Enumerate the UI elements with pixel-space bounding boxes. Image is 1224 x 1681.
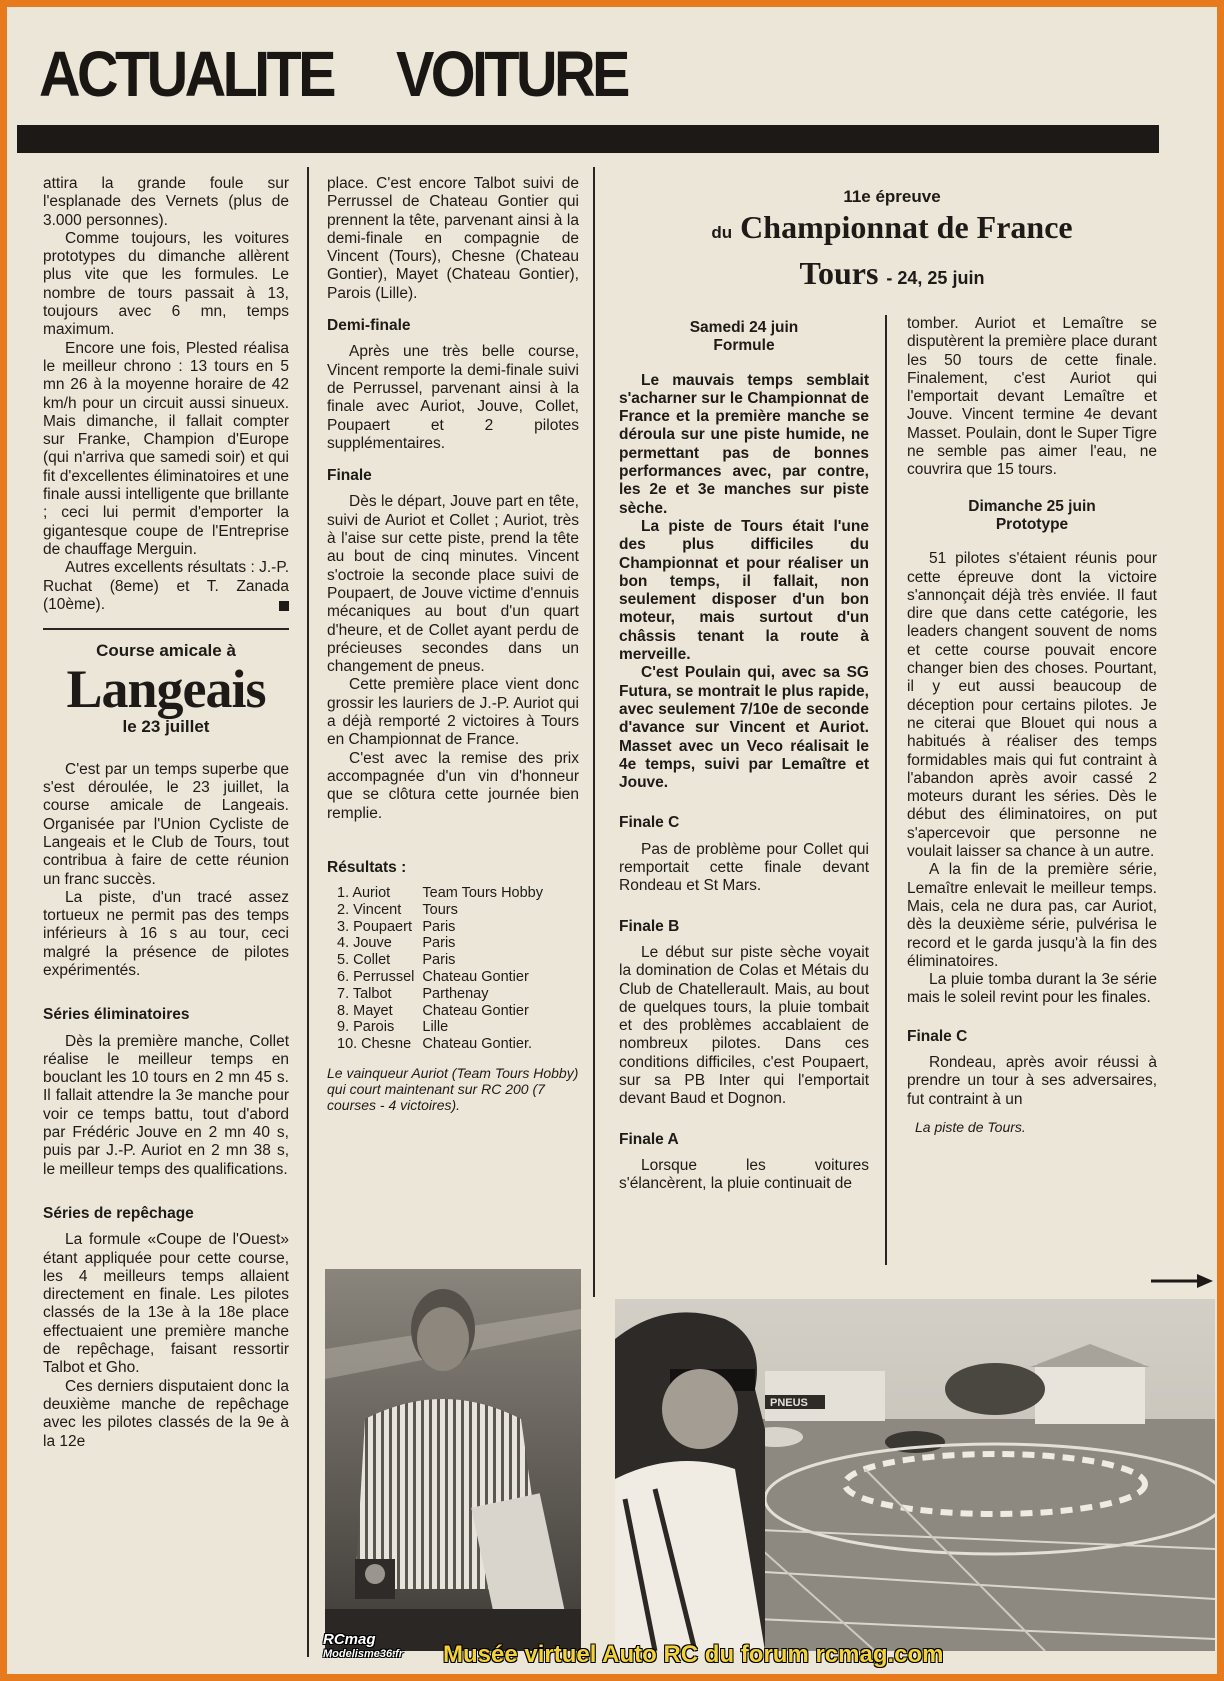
subheading-finale-c: Finale C: [619, 814, 680, 832]
result-club: Paris: [422, 952, 456, 969]
continue-arrow-icon: [1151, 1273, 1213, 1289]
subheading-samedi: Samedi 24 juin: [689, 319, 799, 336]
subheading-repechage: Séries de repêchage: [43, 1204, 194, 1222]
subheading-demi-finale: Demi-finale: [327, 317, 411, 335]
col3-paragraph: La piste de Tours était l'une des plus difficiles du Championnat et pour réaliser un bon temps, il fallait, non seulement disposer d'un bon moteur, mais surtout d'un châssis tenant la route à merveille.: [619, 517, 869, 664]
col3-paragraph: Le mauvais temps semblait s'acharner sur le Championnat de France et la première manche se déroula sur une piste humide, ne permettant pas de bonnes performances avec, par contre, les 2e et 3e manches sur piste sèche.: [619, 371, 869, 517]
result-position: 3. Poupaert: [337, 918, 412, 935]
championship-round: 11e épreuve: [843, 187, 941, 206]
track-photo: [615, 1299, 1215, 1651]
col4-paragraph: tomber. Auriot et Lemaître se disputèrent la première place durant les 50 tours de cette finale. Finalement, c'est Auriot qui l'emportait devant Lemaître et Jouve. Vincent termine 4e devant Masset. Poulain, dont le Super Tigre ne semble pas aimer l'eau, ne couvrira que 15 tours.: [907, 315, 1157, 479]
col1-paragraph: Ces derniers disputaient donc la deuxième manche de repêchage avec les pilotes classés de la 9e à la 12e: [43, 1377, 289, 1450]
col4-paragraph: La pluie tomba durant la 3e série mais le soleil revint pour les finales.: [907, 971, 1157, 1007]
col3-paragraph: Pas de problème pour Collet qui remportait cette finale devant Rondeau et St Mars.: [619, 840, 869, 895]
col4-paragraph: A la fin de la première série, Lemaître enlevait le meilleur temps. Mais, cela ne dura pas, car Auriot, dès la deuxième série, pulvérisa le record et le garda jusqu'à la fin des éliminatoires.: [907, 861, 1157, 970]
result-position: 7. Talbot: [337, 985, 392, 1002]
column-1: [43, 175, 289, 1451]
result-position: 9. Parois: [337, 1019, 395, 1036]
column-2: [327, 175, 579, 1113]
result-position: 8. Mayet: [337, 1002, 393, 1019]
col2-paragraph: Dès le départ, Jouve part en tête, suivi de Auriot et Collet ; Auriot, très à l'aise sur cette piste, prend la tête au bout de cinq minutes. Vincent s'octroie la seconde place suivi de Poupaert, de Jouve victime d'ennuis mécaniques au bout d'un quart d'heure, et de Collet ayant perdu de précieuses secondes dans un changement de pneus.: [327, 493, 579, 676]
langeais-kicker: Course amicale à: [96, 641, 236, 661]
result-position: 2. Vincent: [337, 901, 402, 918]
subheading-results: Résultats :: [327, 858, 407, 876]
header-rule: [17, 125, 1159, 153]
result-club: Chateau Gontier: [422, 1002, 529, 1019]
subheading-prototype: Prototype: [995, 515, 1069, 533]
col2-paragraph: place. C'est encore Talbot suivi de Perrussel de Chateau Gontier qui prennent la tête, parvenant ainsi à la demi-finale en compagnie de Vincent (Tours), Chesne (Chateau Gontier), Mayet (Chateau Gontier), Parois (Lille).: [327, 175, 579, 302]
result-position: 5. Collet: [337, 952, 391, 969]
result-club: Paris: [422, 918, 456, 935]
col4-paragraph: 51 pilotes s'étaient réunis pour cette épreuve dont la victoire s'annonçait déjà très enviée. Il faut dire que dans cette catégorie, les leaders changent souvent de noms et cette course pouvait encore changer bien des choses. Pourtant, il y eut aussi beaucoup de déception pour certains pilotes. Je ne citerai que Blouet qui nous a habitués à réaliser des temps formidables mais qui fut contraint à l'abandon après avoir cassé 2 moteurs durant les séries. Dès le début des éliminatoires, on put s'apercevoir que personne ne voulait laisser sa chance à un autre.: [907, 550, 1157, 861]
championship-title-line: [627, 207, 1157, 253]
logo-line-2: Modelisme36.fr: [323, 1648, 404, 1660]
track-photo-image: [615, 1299, 1215, 1651]
result-club: Chateau Gontier: [422, 969, 529, 986]
result-club: Lille: [422, 1019, 449, 1036]
subheading-series: Séries éliminatoires: [43, 1006, 190, 1024]
winner-photo-image: [325, 1269, 581, 1651]
col1-paragraph: Dès la première manche, Collet réalise le meilleur temps en bouclant les 10 tours en 2 mn 45 s. Il fallait attendre la 3e manche pour voir ce temps battu, tout d'abord par Frédéric Jouve en 2 mn 40 s, puis par J.-P. Auriot en 2 mn 38 s, le meilleur temps des qualifications.: [43, 1032, 289, 1178]
result-position: 10. Chesne: [337, 1036, 412, 1053]
col3-paragraph: Lorsque les voitures s'élancèrent, la pluie continuait de: [619, 1156, 869, 1193]
section-masthead: [39, 37, 690, 111]
col1-paragraph: Encore une fois, Plested réalisa le meilleur chrono : 13 tours en 5 mn 26 à la moyenne horaire de 42 km/h pour un circuit aussi sinueux. Mais dimanche, il fallait compter sur Franke, Champion d'Europe (qui n'arriva que samedi soir) et qui fit d'excellentes éliminatoires et une finale aussi intelligente que brillante ; ceci lui permit d'emporter la gigantesque coupe de l'Entreprise de chauffage Merguin.: [43, 339, 289, 558]
championship-headline: [627, 187, 1157, 298]
magazine-page: [7, 7, 1217, 1674]
col3-paragraph: C'est Poulain qui, avec sa SG Futura, se montrait le plus rapide, avec seulement 7/10e de seconde d'avance sur Vincent et Auriot. Masset avec un Veco réalisait le 4e temps, suivi par Lemaître et Jouve.: [619, 664, 869, 792]
col1-paragraph: La piste, d'un tracé assez tortueux ne permit pas des temps inférieurs à 16 s au tour, ceci malgré la présence de pilotes expérimentés.: [43, 888, 289, 979]
result-club: Team Tours Hobby: [422, 885, 543, 902]
col1-paragraph: [43, 559, 289, 614]
results-row: [337, 986, 551, 1003]
result-position: 4. Jouve: [337, 935, 392, 952]
results-table: [337, 885, 551, 1053]
results-row: [337, 1019, 551, 1036]
championship-title: Championnat de France: [740, 209, 1073, 245]
rcmag-logo: [323, 1632, 403, 1662]
column-divider-3: [885, 315, 887, 1265]
column-4: [907, 315, 1157, 1135]
col1-paragraph: La formule «Coupe de l'Ouest» étant appliquée pour cette course, les 4 meilleurs temps allaient directement en finale. Les pilotes classés de la 13e à la 18e place effectuaient une première manche de repêchage, faisant ressortir Talbot et Gho.: [43, 1231, 289, 1377]
masthead-word-2: VOITURE: [395, 38, 627, 110]
langeais-title: Langeais: [66, 659, 266, 720]
col1-paragraph: C'est par un temps superbe que s'est déroulée, le 23 juillet, la course amicale de Langeais. Organisée par l'Union Cycliste de Langeais et le Club de Tours, tout contribua à faire de cette réunion un franc succès.: [43, 760, 289, 888]
article-separator: [43, 628, 289, 630]
winner-photo: [325, 1269, 581, 1651]
results-row: [337, 1003, 551, 1020]
result-club: Chateau Gontier.: [422, 1036, 533, 1053]
col3-paragraph: Le début sur piste sèche voyait la domination de Colas et Métais du Club de Chatellerault. Mais, au bout de quelques tours, la pluie tombait et des problèmes accablaient de nombreux pilotes. Dans ces conditions difficiles, c'est Poupaert, sur sa PB Inter qui l'emportait devant Baud et Dognon.: [619, 943, 869, 1108]
column-3: [619, 319, 869, 1193]
results-row: [337, 952, 551, 969]
results-row: [337, 1036, 551, 1053]
winner-photo-caption: Le vainqueur Auriot (Team Tours Hobby) qui court maintenant sur RC 200 (7 courses - 4 victoires).: [327, 1065, 579, 1114]
subheading-formule: Formule: [713, 337, 775, 355]
results-row: [337, 885, 551, 902]
col2-paragraph: C'est avec la remise des prix accompagnée d'un vin d'honneur que se clôtura cette journée bien remplie.: [327, 749, 579, 822]
track-photo-caption: La piste de Tours.: [915, 1118, 1026, 1135]
col1-paragraph: Comme toujours, les voitures prototypes du dimanche allèrent plus vite que les formules. Le nombre de tours passait à 13, toujours avec 6 mn, temps maximum.: [43, 229, 289, 339]
column-divider-2: [593, 167, 595, 1297]
subheading-finale-a: Finale A: [619, 1130, 679, 1148]
column-divider-1: [307, 167, 309, 1657]
result-club: Parthenay: [422, 985, 489, 1002]
championship-city-line: [627, 253, 1157, 298]
subheading-finale-c-2: Finale C: [907, 1027, 968, 1045]
end-mark-icon: [279, 601, 289, 611]
results-row: [337, 935, 551, 952]
col2-paragraph: Après une très belle course, Vincent remporte la demi-finale suivi de Perrussel, parvenant ainsi à la finale avec Auriot, Jouve, Collet, Poupaert et 2 pilotes supplémentaires.: [327, 343, 579, 452]
results-row: [337, 919, 551, 936]
championship-du: du: [711, 223, 733, 242]
results-row: [337, 902, 551, 919]
championship-date: - 24, 25 juin: [886, 268, 985, 288]
col1-paragraph: attira la grande foule sur l'esplanade des Vernets (plus de 3.000 personnes).: [43, 175, 289, 229]
championship-city: Tours: [799, 255, 879, 291]
result-position: 6. Perrussel: [337, 969, 415, 986]
results-row: [337, 969, 551, 986]
subheading-dimanche: Dimanche 25 juin: [968, 497, 1096, 515]
result-club: Paris: [422, 935, 456, 952]
subheading-finale-b: Finale B: [619, 917, 680, 935]
result-position: 1. Auriot: [337, 885, 391, 902]
col4-paragraph: Rondeau, après avoir réussi à prendre un tour à ses adversaires, fut contraint à un: [907, 1053, 1157, 1108]
logo-line-1: RCmag: [323, 1631, 376, 1648]
masthead-word-1: ACTUALITE: [39, 38, 333, 110]
photo-sign: PNEUS: [770, 1397, 808, 1409]
col1-results-text: Autres excellents résultats : J.-P. Ruchat (8eme) et T. Zanada (10ème).: [43, 559, 289, 613]
langeais-date: le 23 juillet: [122, 717, 210, 737]
result-club: Tours: [422, 901, 458, 918]
subheading-finale: Finale: [327, 467, 372, 485]
museum-watermark: Musée virtuel Auto RC du forum rcmag.com: [443, 1641, 944, 1668]
col2-paragraph: Cette première place vient donc grossir les lauriers de J.-P. Auriot qui a déjà remporté 2 victoires à Tours en Championnat de France.: [327, 676, 579, 749]
